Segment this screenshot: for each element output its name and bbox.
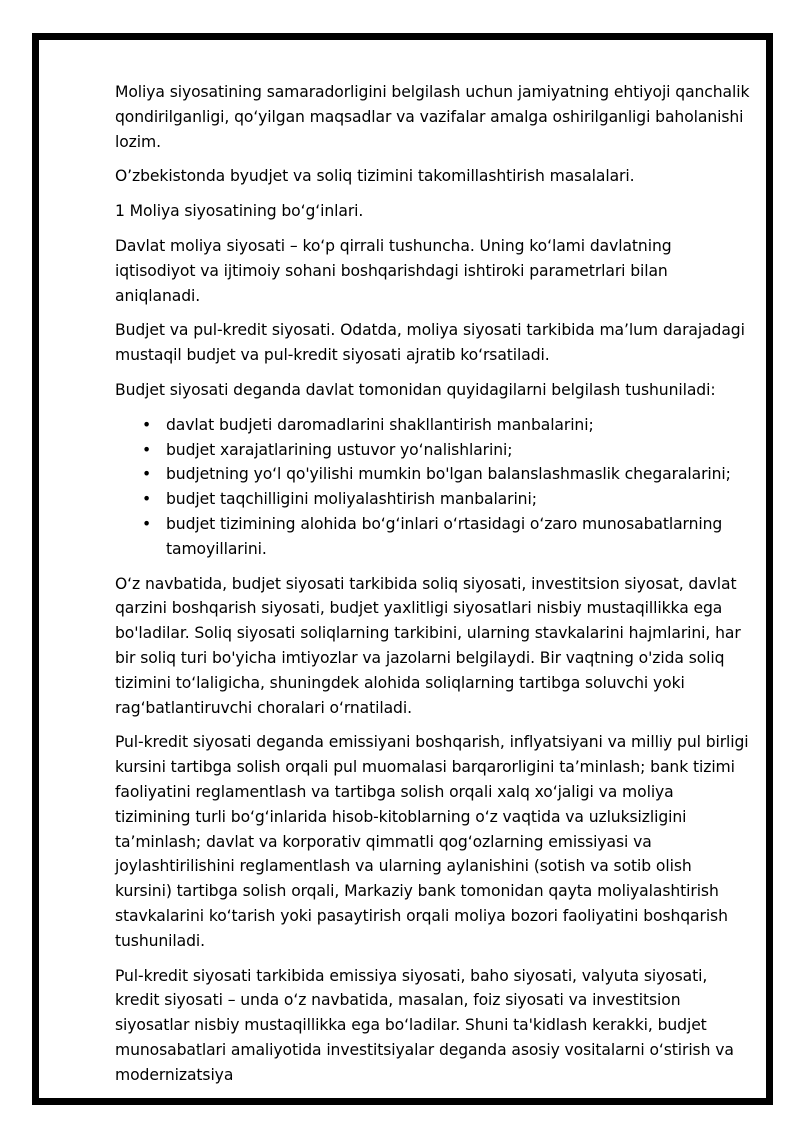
bullet-icon: • bbox=[142, 415, 152, 434]
page-frame bbox=[32, 33, 773, 1105]
list-item-text: budjet taqchilligini moliyalashtirish manbalarini; bbox=[166, 490, 537, 509]
list-item bbox=[115, 512, 751, 562]
list-item bbox=[115, 487, 751, 512]
list-item-text: budjetning yo‘l qo'yilishi mumkin bo'lgan balanslashmaslik chegaralarini; bbox=[166, 465, 731, 484]
list-item bbox=[115, 413, 751, 438]
bullet-list bbox=[115, 413, 751, 562]
paragraph-list-intro: Budjet siyosati deganda davlat tomonidan quyidagilarni belgilash tushuniladi: bbox=[115, 380, 716, 399]
bullet-icon: • bbox=[142, 514, 152, 533]
paragraph-tax-policy: O‘z navbatida, budjet siyosati tarkibida soliq siyosati, investitsion siyosat, davlat qarzini boshqarish siyosati, budjet yaxlitligi siyosatlari nisbiy mustaqillikka ega bo'ladilar. Soliq siyosati soliqlarning tarkibini, ularning stavkalarini hajmlarini, har bir soliq turi bo'yicha imtiyozlar va jazolarni belgilaydi. Bir vaqtning o'zida soliq tizimini to‘laligicha, shuningdek alohida soliqlarning tartibga soluvchi yoki rag‘batlantiruvchi choralari o‘rnatiladi. bbox=[115, 574, 741, 717]
bullet-icon: • bbox=[142, 440, 152, 459]
list-item-text: budjet xarajatlarining ustuvor yo‘nalishlarini; bbox=[166, 440, 513, 459]
bullet-icon: • bbox=[142, 465, 152, 484]
paragraph-monetary-components: Pul-kredit siyosati tarkibida emissiya siyosati, baho siyosati, valyuta siyosati, kredit siyosati – unda o‘z navbatida, masalan, foiz siyosati va investitsion siyosatlar nisbiy mustaqillikka ega bo‘ladilar. Shuni ta'kidlash kerakki, budjet munosabatlari amaliyotida investitsiyalar deganda asosiy vositalarni o‘stirish va modernizatsiya bbox=[115, 966, 734, 1084]
paragraph-financial-policy: Davlat moliya siyosati – ko‘p qirrali tushuncha. Uning ko‘lami davlatning iqtisodiyot va ijtimoiy sohani boshqarishdagi ishtiroki parametrlari bilan aniqlanadi. bbox=[115, 236, 672, 305]
list-item-text: davlat budjeti daromadlarini shakllantirish manbalarini; bbox=[166, 415, 594, 434]
paragraph-heading-topic: O’zbekistonda byudjet va soliq tizimini takomillashtirish masalalari. bbox=[115, 167, 635, 186]
paragraph-section-title: 1 Moliya siyosatining bo‘g‘inlari. bbox=[115, 202, 364, 221]
list-item bbox=[115, 462, 751, 487]
paragraph-monetary-policy: Pul-kredit siyosati deganda emissiyani boshqarish, inflyatsiyani va milliy pul birligi kursini tartibga solish orqali pul muomalasi barqarorligini ta’minlash; bank tizimi faoliyatini reglamentlash va tartibga solish orqali xalq xo‘jaligi va moliya tizimining turli bo‘g‘inlarida hisob-kitoblarning o‘z vaqtida va uzluksizligini ta’minlash; davlat va korporativ qimmatli qog‘ozlarning emissiyasi va joylashtirilishini reglamentlash va ularning aylanishini (sotish va sotib olish kursini) tartibga solish orqali, Markaziy bank tomonidan qayta moliyalashtirish stavkalarini ko‘tarish yoki pasaytirish orqali moliya bozori faoliyatini boshqarish tushuniladi. bbox=[115, 733, 749, 950]
bullet-icon: • bbox=[142, 490, 152, 509]
paragraph-budget-monetary: Budjet va pul-kredit siyosati. Odatda, moliya siyosati tarkibida ma’lum darajadagi mustaqil budjet va pul-kredit siyosati ajratib ko‘rsatiladi. bbox=[115, 321, 745, 365]
list-item-text: budjet tizimining alohida bo‘g‘inlari o‘rtasidagi o‘zaro munosabatlarning tamoyillarini. bbox=[166, 514, 723, 558]
list-item bbox=[115, 438, 751, 463]
document-body bbox=[115, 80, 751, 1097]
paragraph-intro: Moliya siyosatining samaradorligini belgilash uchun jamiyatning ehtiyoji qanchalik qondirilganligi, qo‘yilgan maqsadlar va vazifalar amalga oshirilganligi baholanishi lozim. bbox=[115, 83, 750, 151]
